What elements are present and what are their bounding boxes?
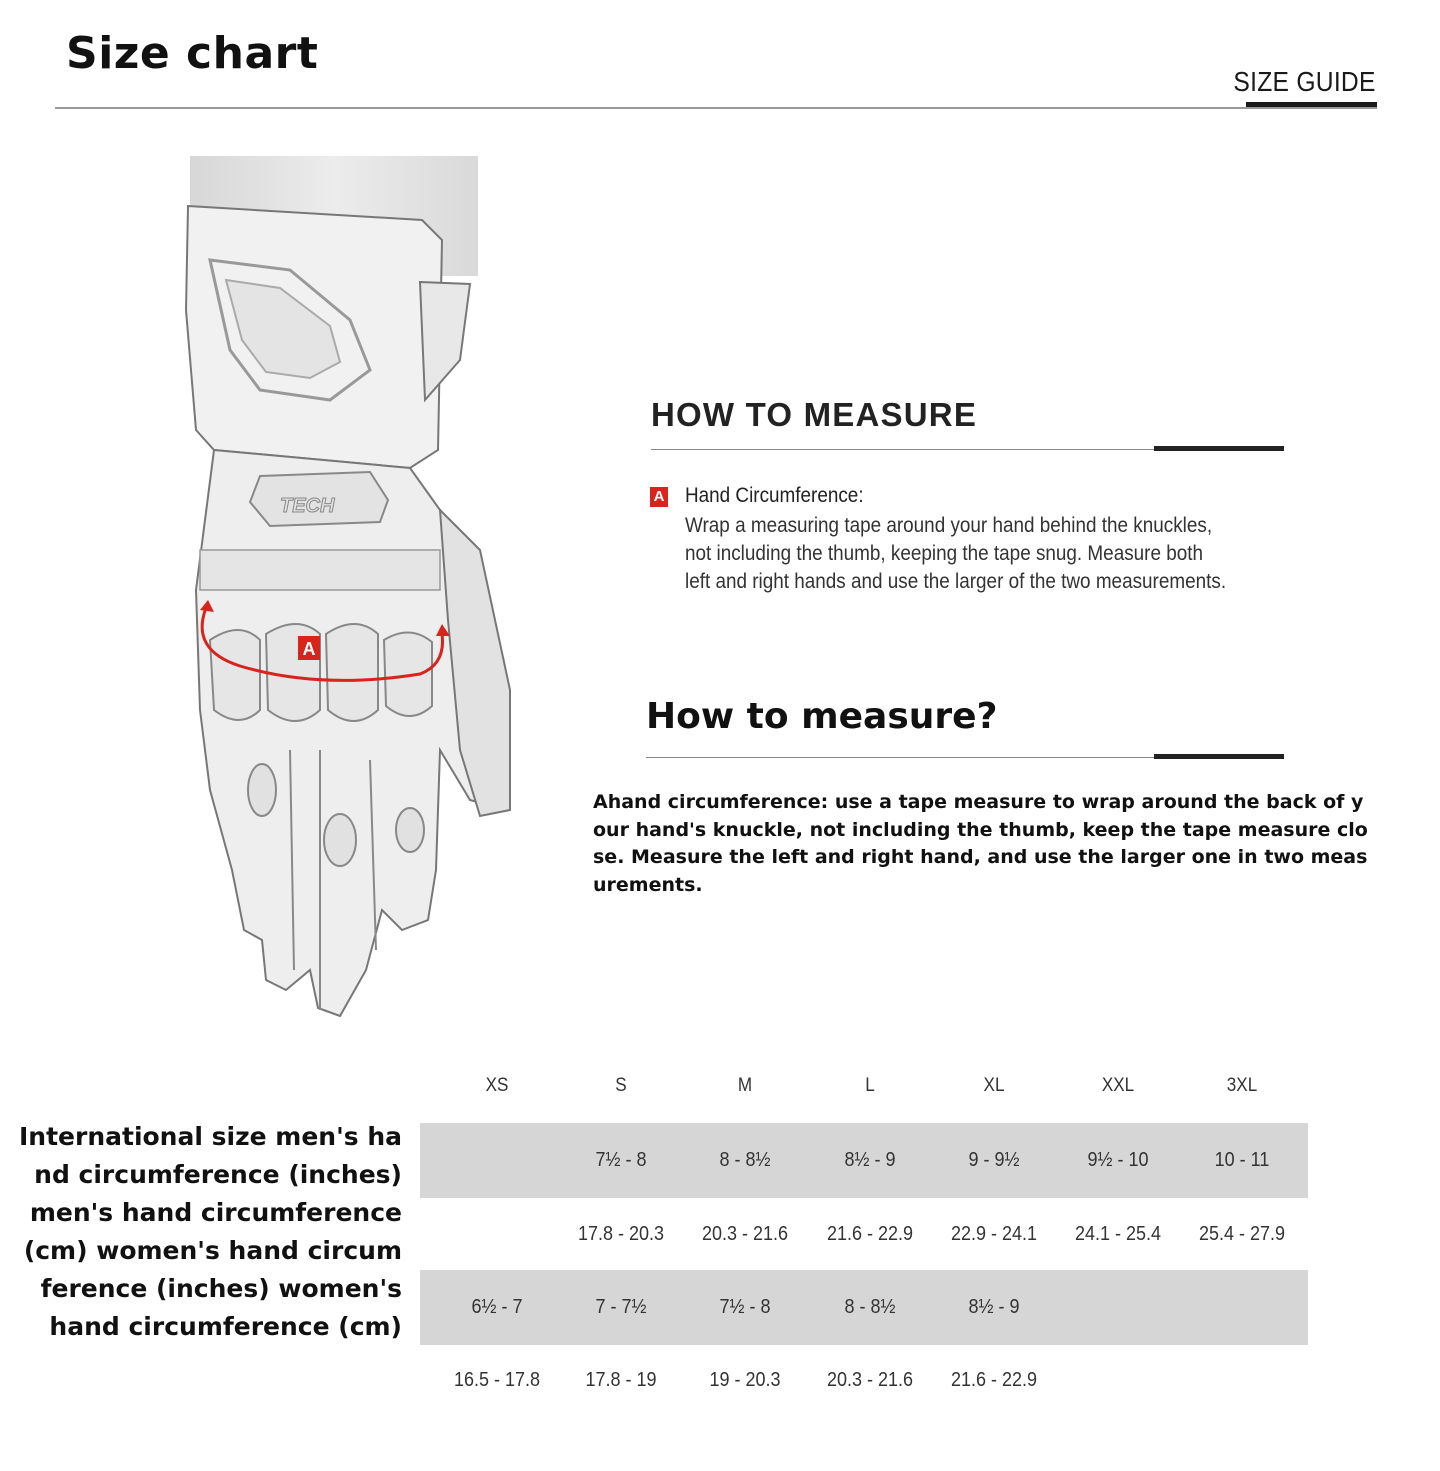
knuckle-guard-4	[384, 632, 432, 716]
row-label-line: ference (inches) women's	[40, 1274, 402, 1303]
table-cell: 8 - 8½	[719, 1149, 771, 1171]
finger-pad-3	[396, 808, 424, 852]
glove-diagram	[170, 150, 530, 1030]
table-cell: 6½ - 7	[471, 1296, 523, 1318]
table-cell: 16.5 - 17.8	[453, 1369, 541, 1391]
table-cell: 9 - 9½	[968, 1149, 1020, 1171]
translated-description	[593, 789, 1368, 899]
table-cell: 8 - 8½	[844, 1296, 896, 1318]
header-divider	[55, 107, 1377, 109]
table-cell: 17.8 - 20.3	[577, 1223, 665, 1245]
table-cell: 8½ - 9	[844, 1149, 896, 1171]
row-label-line: men's hand circumference	[29, 1198, 402, 1227]
size-guide-tab[interactable]: SIZE GUIDE	[1233, 66, 1376, 97]
table-cell: 7½ - 8	[595, 1149, 647, 1171]
how-to-measure-rule-accent	[1154, 446, 1284, 451]
table-row-labels	[6, 1118, 402, 1346]
table-cell: 25.4 - 27.9	[1198, 1223, 1286, 1245]
translated-line: Ahand circumference: use a tape measure to wrap around the back of y	[593, 791, 1364, 813]
table-cell: 19 - 20.3	[709, 1369, 781, 1391]
row-label-line: hand circumference (cm)	[49, 1312, 402, 1341]
table-cell: 17.8 - 19	[585, 1369, 657, 1391]
measure-marker-label: A	[302, 639, 316, 659]
cuff-strap	[420, 282, 470, 400]
how-to-measure-question-rule-accent	[1154, 754, 1284, 759]
row-label-line: nd circumference (inches)	[34, 1160, 402, 1189]
page-title: Size chart	[66, 28, 319, 79]
description-line: Wrap a measuring tape around your hand behind the knuckles,	[685, 514, 1213, 537]
hand-circumference-description	[685, 512, 1297, 596]
size-header-s: S	[615, 1075, 627, 1096]
table-cell: 20.3 - 21.6	[826, 1369, 914, 1391]
size-header-xxl: XXL	[1101, 1075, 1135, 1096]
table-cell: 7½ - 8	[719, 1296, 771, 1318]
translated-line: se. Measure the left and right hand, and use the larger one in two meas	[593, 846, 1368, 868]
brand-text: TECH	[280, 495, 335, 517]
translated-line: urements.	[593, 873, 703, 896]
measure-a-badge: A	[650, 487, 668, 507]
knuckle-guard-3	[326, 624, 378, 721]
table-cell: 24.1 - 25.4	[1074, 1223, 1162, 1245]
hand-circumference-title: Hand Circumference:	[685, 484, 864, 507]
translated-line: our hand's knuckle, not including the thumb, keep the tape measure clo	[593, 818, 1368, 841]
size-header-xs: XS	[485, 1075, 509, 1096]
knuckle-guards	[210, 624, 432, 721]
wrist-band	[200, 550, 440, 590]
how-to-measure-question-heading: How to measure?	[646, 696, 998, 737]
table-cell: 9½ - 10	[1087, 1149, 1149, 1171]
table-cell: 20.3 - 21.6	[701, 1223, 789, 1245]
finger-pad-2	[324, 814, 356, 866]
size-header-l: L	[865, 1075, 875, 1096]
description-line: left and right hands and use the larger of the two measurements.	[685, 570, 1227, 593]
table-cell: 10 - 11	[1214, 1149, 1270, 1171]
table-cell: 7 - 7½	[595, 1296, 647, 1318]
table-cell: 8½ - 9	[968, 1296, 1020, 1318]
knuckle-guard-1	[210, 630, 260, 720]
size-header-xl: XL	[983, 1075, 1005, 1096]
table-cell: 21.6 - 22.9	[950, 1369, 1038, 1391]
description-line: not including the thumb, keeping the tape snug. Measure both	[685, 542, 1204, 565]
row-label-line: (cm) women's hand circum	[23, 1236, 402, 1265]
size-header-m: M	[737, 1075, 753, 1096]
table-cell: 21.6 - 22.9	[826, 1223, 914, 1245]
how-to-measure-heading: HOW TO MEASURE	[651, 396, 978, 433]
row-label-line: International size men's ha	[18, 1122, 402, 1151]
finger-pad-1	[248, 764, 276, 816]
size-header-3xl: 3XL	[1226, 1075, 1258, 1096]
table-cell: 22.9 - 24.1	[950, 1223, 1038, 1245]
